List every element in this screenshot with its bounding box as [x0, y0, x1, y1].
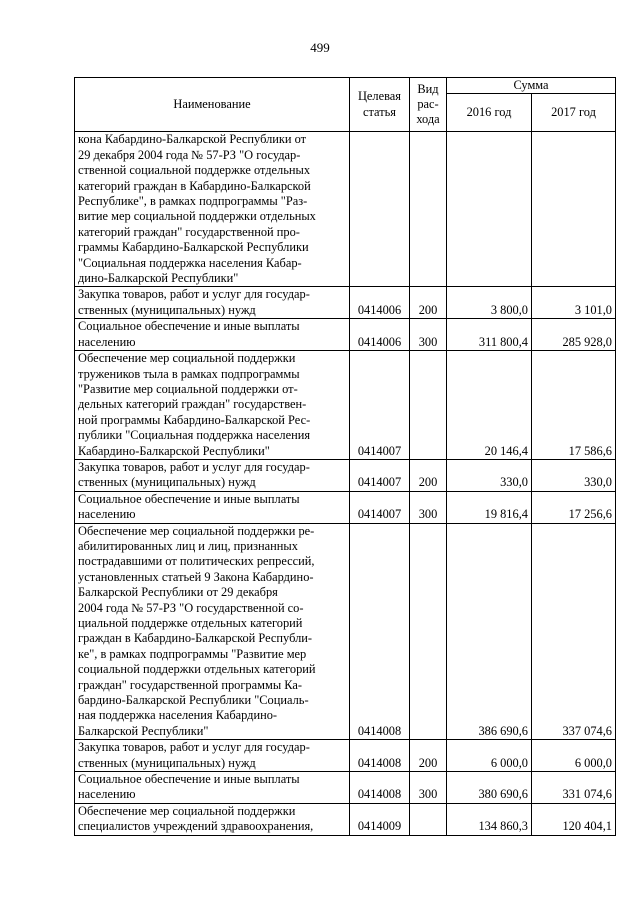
row-amount-2016-cell: 3 800,0 — [447, 287, 532, 319]
row-expense-kind-cell: 200 — [410, 740, 447, 772]
row-amount-2016-cell — [447, 132, 532, 287]
table-row — [75, 132, 616, 287]
table-row — [75, 459, 616, 491]
table-row — [75, 491, 616, 523]
table-row — [75, 740, 616, 772]
row-amount-2016-cell: 19 816,4 — [447, 491, 532, 523]
table-row — [75, 803, 616, 835]
row-expense-kind-cell: 300 — [410, 319, 447, 351]
row-name-cell: Социальное обеспечение и иные выплаты населению — [75, 772, 350, 804]
row-name-cell: кона Кабардино-Балкарской Республики от 29 декабря 2004 года № 57-РЗ "О государ- ственной социальной поддержке отдельных категорий граждан в Кабардино-Балкарской Республике", в рамках подпрограммы "Раз- витие мер социальной поддержки отдельных категорий граждан" государственной про- граммы Кабардино-Балкарской Республики "Социальная поддержка населения Кабар- дино-Балкарской Республики" — [75, 132, 350, 287]
row-expense-kind-cell: 300 — [410, 491, 447, 523]
table-header — [75, 78, 616, 132]
header-name: Наименование — [75, 78, 350, 132]
row-expense-kind-cell: 200 — [410, 459, 447, 491]
row-amount-2016-cell: 330,0 — [447, 459, 532, 491]
row-name-cell: Обеспечение мер социальной поддержки специалистов учреждений здравоохранения, — [75, 803, 350, 835]
row-name-cell: Обеспечение мер социальной поддержки тружеников тыла в рамках подпрограммы "Развитие мер социальной поддержки от- дельных категорий граждан" государствен- ной программы Кабардино-Балкарской Рес- публики "Социальная поддержка населения Кабардино-Балкарской Республики" — [75, 351, 350, 460]
row-target-article-cell: 0414007 — [350, 459, 410, 491]
table-row — [75, 523, 616, 740]
row-name-cell: Социальное обеспечение и иные выплаты населению — [75, 319, 350, 351]
row-amount-2017-cell: 3 101,0 — [532, 287, 616, 319]
header-target-article: Целевая статья — [350, 78, 410, 132]
table-row — [75, 772, 616, 804]
row-target-article-cell: 0414008 — [350, 740, 410, 772]
header-year-2016: 2016 год — [447, 94, 532, 132]
row-amount-2017-cell — [532, 132, 616, 287]
row-expense-kind-cell: 200 — [410, 287, 447, 319]
row-amount-2017-cell: 17 256,6 — [532, 491, 616, 523]
table-row — [75, 351, 616, 460]
row-amount-2017-cell: 6 000,0 — [532, 740, 616, 772]
row-amount-2016-cell: 380 690,6 — [447, 772, 532, 804]
header-expense-kind: Вид рас- хода — [410, 78, 447, 132]
row-amount-2017-cell: 17 586,6 — [532, 351, 616, 460]
row-target-article-cell: 0414008 — [350, 523, 410, 740]
row-target-article-cell: 0414007 — [350, 351, 410, 460]
row-name-cell: Закупка товаров, работ и услуг для государ- ственных (муниципальных) нужд — [75, 740, 350, 772]
row-target-article-cell: 0414006 — [350, 287, 410, 319]
row-target-article-cell: 0414008 — [350, 772, 410, 804]
row-amount-2017-cell: 120 404,1 — [532, 803, 616, 835]
row-expense-kind-cell — [410, 132, 447, 287]
row-amount-2017-cell: 331 074,6 — [532, 772, 616, 804]
row-name-cell: Закупка товаров, работ и услуг для государ- ственных (муниципальных) нужд — [75, 459, 350, 491]
row-name-cell: Обеспечение мер социальной поддержки ре- абилитированных лиц и лиц, признанных пострадавшими от политических репрессий, установленных статьей 9 Закона Кабардино- Балкарской Республики от 29 декабря 2004 года № 57-РЗ "О государственной со- циальной поддержке отдельных категорий граждан в Кабардино-Балкарской Республи- ке", в рамках подпрограммы "Развитие мер социальной поддержки отдельных категорий граждан" государственной программы Ка- бардино-Балкарской Республики "Социаль- ная поддержка населения Кабардино- Балкарской Республики" — [75, 523, 350, 740]
row-expense-kind-cell — [410, 351, 447, 460]
row-expense-kind-cell — [410, 803, 447, 835]
row-expense-kind-cell: 300 — [410, 772, 447, 804]
table-row — [75, 287, 616, 319]
row-target-article-cell: 0414006 — [350, 319, 410, 351]
table-row — [75, 319, 616, 351]
row-amount-2016-cell: 20 146,4 — [447, 351, 532, 460]
budget-table — [74, 77, 616, 836]
row-name-cell: Закупка товаров, работ и услуг для государ- ственных (муниципальных) нужд — [75, 287, 350, 319]
row-amount-2017-cell: 330,0 — [532, 459, 616, 491]
row-amount-2016-cell: 6 000,0 — [447, 740, 532, 772]
header-sum: Сумма — [447, 78, 616, 94]
page-number: 499 — [310, 40, 330, 55]
table-body — [75, 132, 616, 835]
row-name-cell: Социальное обеспечение и иные выплаты населению — [75, 491, 350, 523]
row-target-article-cell: 0414009 — [350, 803, 410, 835]
row-amount-2016-cell: 134 860,3 — [447, 803, 532, 835]
row-amount-2016-cell: 311 800,4 — [447, 319, 532, 351]
row-target-article-cell — [350, 132, 410, 287]
header-year-2017: 2017 год — [532, 94, 616, 132]
row-target-article-cell: 0414007 — [350, 491, 410, 523]
row-expense-kind-cell — [410, 523, 447, 740]
row-amount-2016-cell: 386 690,6 — [447, 523, 532, 740]
row-amount-2017-cell: 337 074,6 — [532, 523, 616, 740]
row-amount-2017-cell: 285 928,0 — [532, 319, 616, 351]
